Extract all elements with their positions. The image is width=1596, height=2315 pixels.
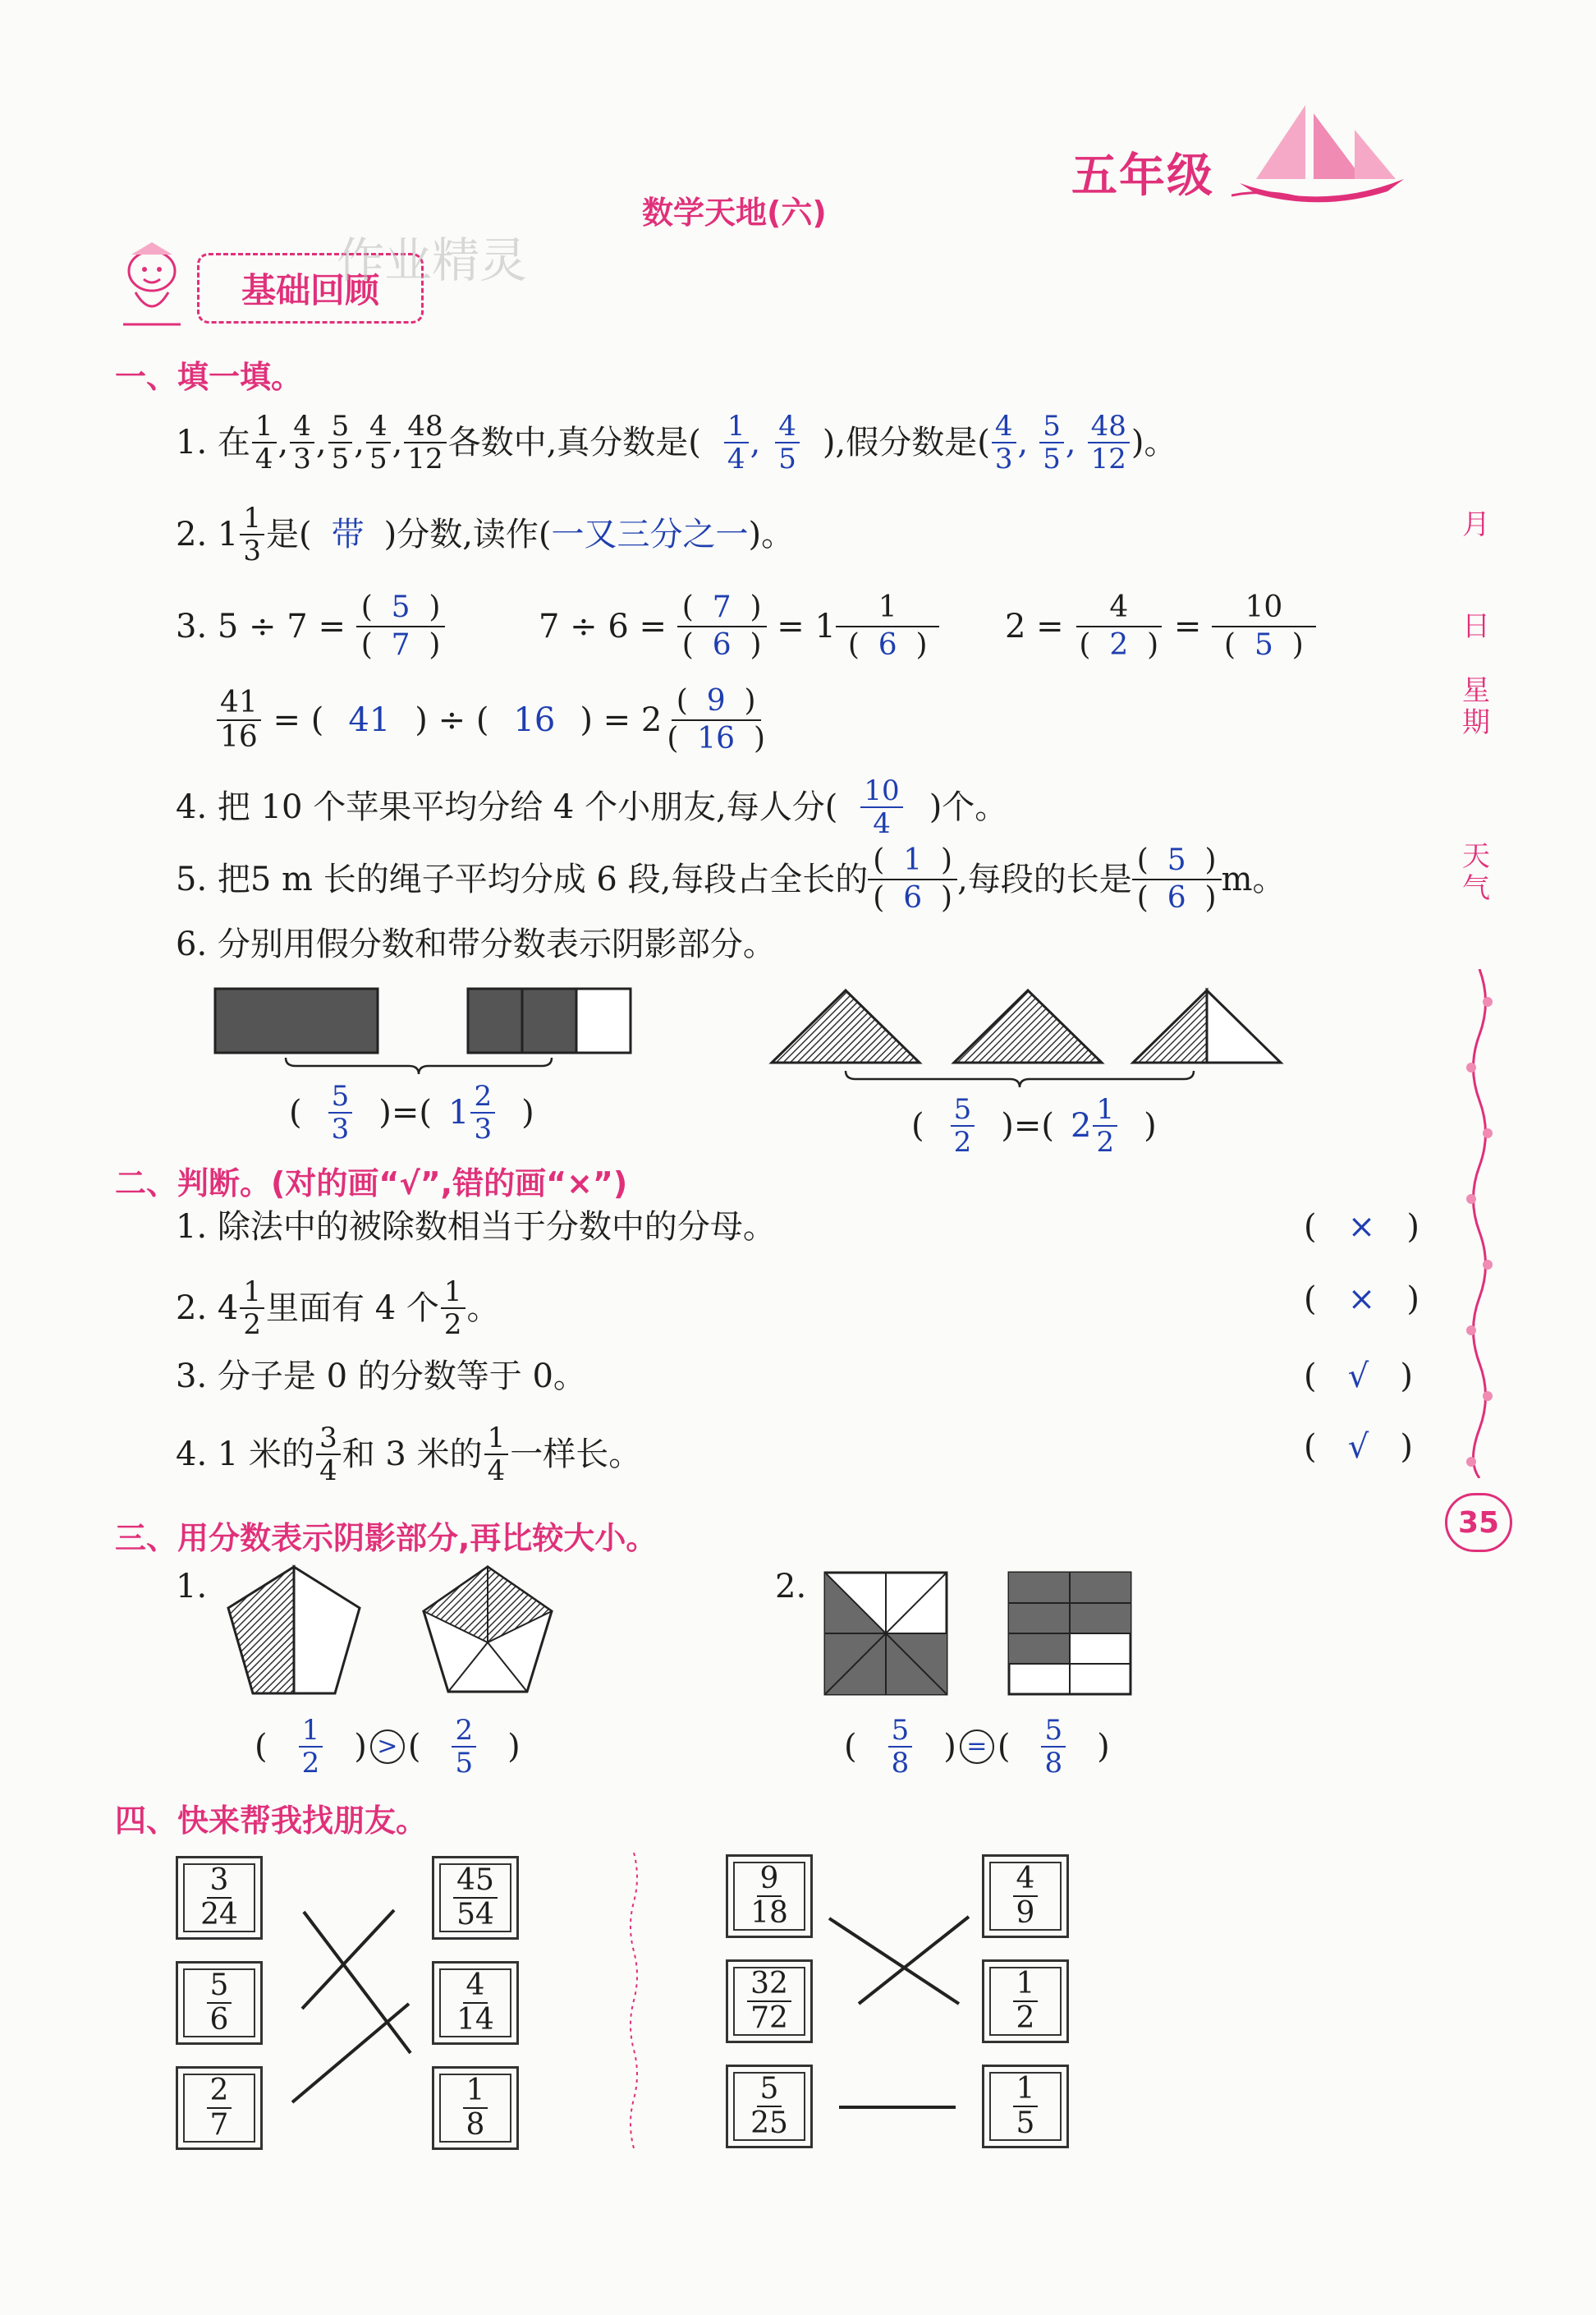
sidebar-day: 日	[1462, 610, 1490, 643]
q3-answer-c2: $\frac{10}{( 5 )}$	[1212, 593, 1316, 660]
q1-fraction: $\frac{1}{4}$	[252, 412, 277, 473]
sidebar-weather: 天气	[1462, 840, 1490, 906]
p3-q1-num: 1.	[176, 1568, 208, 1605]
q3-answer-b: $\frac{( 7 )}{( 6 )}$	[677, 593, 767, 660]
q6-rect-answer: ( $\frac{5}{3}$ )=( 1 $\frac{2}{3}$ )	[289, 1080, 534, 1146]
q6-rectangles-figure	[213, 985, 640, 1084]
pentagons-figure	[220, 1560, 565, 1708]
p3-q2-compare: ( $\frac{5}{8}$ ) = ( $\frac{5}{8}$ )	[844, 1714, 1110, 1780]
match-card[interactable]: $\frac{1}{2}$	[982, 1959, 1069, 2043]
judge-item: 3. 分子是 0 的分数等于 0。	[176, 1357, 586, 1395]
q1-answer-improper: $\frac{5}{5}$	[1039, 412, 1064, 473]
q1-answer-proper: $\frac{4}{5}$	[775, 412, 800, 473]
q1-fraction: $\frac{4}{5}$	[366, 412, 391, 473]
judge-answer: ( √ )	[1304, 1428, 1413, 1466]
page-number: 35	[1457, 1505, 1500, 1540]
vine-divider	[1463, 969, 1496, 1478]
match-card[interactable]: $\frac{9}{18}$	[726, 1854, 813, 1938]
q2-answer-reading: 一又三分之一	[551, 516, 749, 553]
page-number-badge	[1445, 1493, 1512, 1552]
p3-q1-compare: ( $\frac{1}{2}$ ) > ( $\frac{2}{5}$ )	[255, 1714, 521, 1780]
q3-answer-c1: $\frac{4}{( 2 )}$	[1074, 593, 1163, 660]
squares-figure	[823, 1570, 1135, 1703]
q2: 2. 1 $\frac{1}{3}$ 是( 带 )分数,读作( 一又三分之一 )。	[176, 502, 795, 567]
q3-row1-c: 2 = $\frac{4}{( 2 )}$ = $\frac{10}{( 5 )}$	[1005, 593, 1316, 660]
judge-item: 1. 除法中的被除数相当于分数中的分母。	[176, 1208, 776, 1246]
match-card[interactable]: $\frac{4}{9}$	[982, 1854, 1069, 1938]
mascot-icon	[115, 238, 189, 328]
match-lines-right	[821, 1889, 985, 2127]
part2-heading: 二、判断。(对的画“√”,错的画“×”)	[115, 1165, 628, 1201]
judge-answer: ( × )	[1304, 1280, 1420, 1318]
match-card[interactable]: $\frac{2}{7}$	[176, 2066, 263, 2150]
match-card[interactable]: $\frac{3}{24}$	[176, 1856, 263, 1940]
q3-row2: $\frac{41}{16}$ = ( 41 ) ÷ ( 16 ) = 2 ( 9 ) ( 16 )	[215, 687, 770, 754]
sidebar-month: 月	[1462, 508, 1490, 541]
match-card[interactable]: $\frac{5}{25}$	[726, 2065, 813, 2148]
q6-triangles-figure	[765, 982, 1291, 1097]
match-card[interactable]: $\frac{4}{14}$	[432, 1961, 519, 2045]
section-banner-label: 基础回顾	[241, 270, 379, 310]
unit-title: 数学天地(六)	[642, 195, 827, 231]
match-card[interactable]: $\frac{1}{8}$	[432, 2066, 519, 2150]
q1-answer-improper: $\frac{4}{3}$	[992, 412, 1016, 473]
q2-answer-type: 带	[331, 516, 365, 553]
sailboat-icon	[1231, 97, 1412, 212]
judge-answer: ( × )	[1304, 1208, 1420, 1246]
q3-answer-a: $\frac{( 5 )}{( 7 )}$	[356, 593, 446, 660]
q1-answer-improper: $\frac{48}{12}$	[1088, 412, 1130, 473]
q5-answer-2: ( 5 ) ( 6 )	[1132, 846, 1222, 913]
judge-item: 4. 1 米的 $\frac{3}{4}$ 和 3 米的 $\frac{1}{4}$ 一样长。	[176, 1422, 642, 1487]
match-lines-left	[279, 1889, 427, 2127]
match-card[interactable]: $\frac{32}{72}$	[726, 1959, 813, 2043]
q1: 1. 在 $\frac{1}{4}$ , $\frac{4}{3}$ , $\frac{5}{5}$ , $\frac{4}{5}$ , $\frac{48}{12}$ 各数中,真分数是( $\frac{1}{4}$ , $\frac{4}{5}$ ),假分数是( $\frac{4}{3}$ , $\frac{5}{5}$ , $\frac{48}{12}$ ) 。	[176, 410, 1177, 475]
q3-answer-d-mixed: ( 9 ) ( 16 )	[667, 684, 766, 756]
match-card[interactable]: $\frac{1}{5}$	[982, 2065, 1069, 2148]
q4: 4. 把 10 个苹果平均分给 4 个小朋友,每人分( $\frac{10}{4}$ )个。	[176, 774, 1008, 840]
header	[0, 0, 1596, 345]
watermark: 作业精灵	[337, 232, 528, 288]
match-card[interactable]: $\frac{5}{6}$	[176, 1961, 263, 2045]
q4-answer: $\frac{10}{4}$	[860, 777, 902, 838]
part1-heading: 一、填一填。	[115, 359, 303, 395]
part4-heading: 四、快来帮我找朋友。	[115, 1803, 428, 1839]
judge-answer: ( √ )	[1304, 1357, 1413, 1395]
sidebar-week: 星期	[1462, 674, 1490, 740]
q1-fraction: $\frac{5}{5}$	[328, 412, 353, 473]
p3-q2-num: 2.	[775, 1568, 807, 1605]
part3-heading: 三、用分数表示阴影部分,再比较大小。	[115, 1520, 658, 1556]
q3-answer-b-mixed: 1 ( 6 )	[836, 593, 939, 660]
grade-label: 五年级	[1071, 149, 1214, 203]
compare-sign: =	[960, 1729, 994, 1764]
dotted-divider	[624, 1853, 644, 2148]
compare-sign: >	[370, 1729, 405, 1764]
match-card[interactable]: $\frac{45}{54}$	[432, 1856, 519, 1940]
q5: 5. 把5 m 长的绳子平均分成 6 段,每段占全长的 ( 1 ) ( 6 ) ,每段的长是 ( 5 ) ( 6 ) m。	[176, 843, 1286, 915]
q1-fraction: $\frac{4}{3}$	[290, 412, 314, 473]
q3-row1: 3. 5 ÷ 7 = $\frac{( 5 )}{( 7 )}$	[176, 593, 445, 660]
q6: 6. 分别用假分数和带分数表示阴影部分。	[176, 926, 776, 963]
q3-row1-b: 7 ÷ 6 = $\frac{( 7 )}{( 6 )}$ = 1 1 ( 6 )	[539, 593, 939, 660]
q1-answer-proper: $\frac{1}{4}$	[724, 412, 749, 473]
judge-item: 2. 4 $\frac{1}{2}$ 里面有 4 个 $\frac{1}{2}$ 。	[176, 1275, 500, 1341]
q6-tri-answer: ( $\frac{5}{2}$ )=( 2 $\frac{1}{2}$ )	[911, 1093, 1157, 1159]
q1-fraction: $\frac{48}{12}$	[404, 412, 446, 473]
q5-answer-1: ( 1 ) ( 6 )	[868, 846, 957, 913]
